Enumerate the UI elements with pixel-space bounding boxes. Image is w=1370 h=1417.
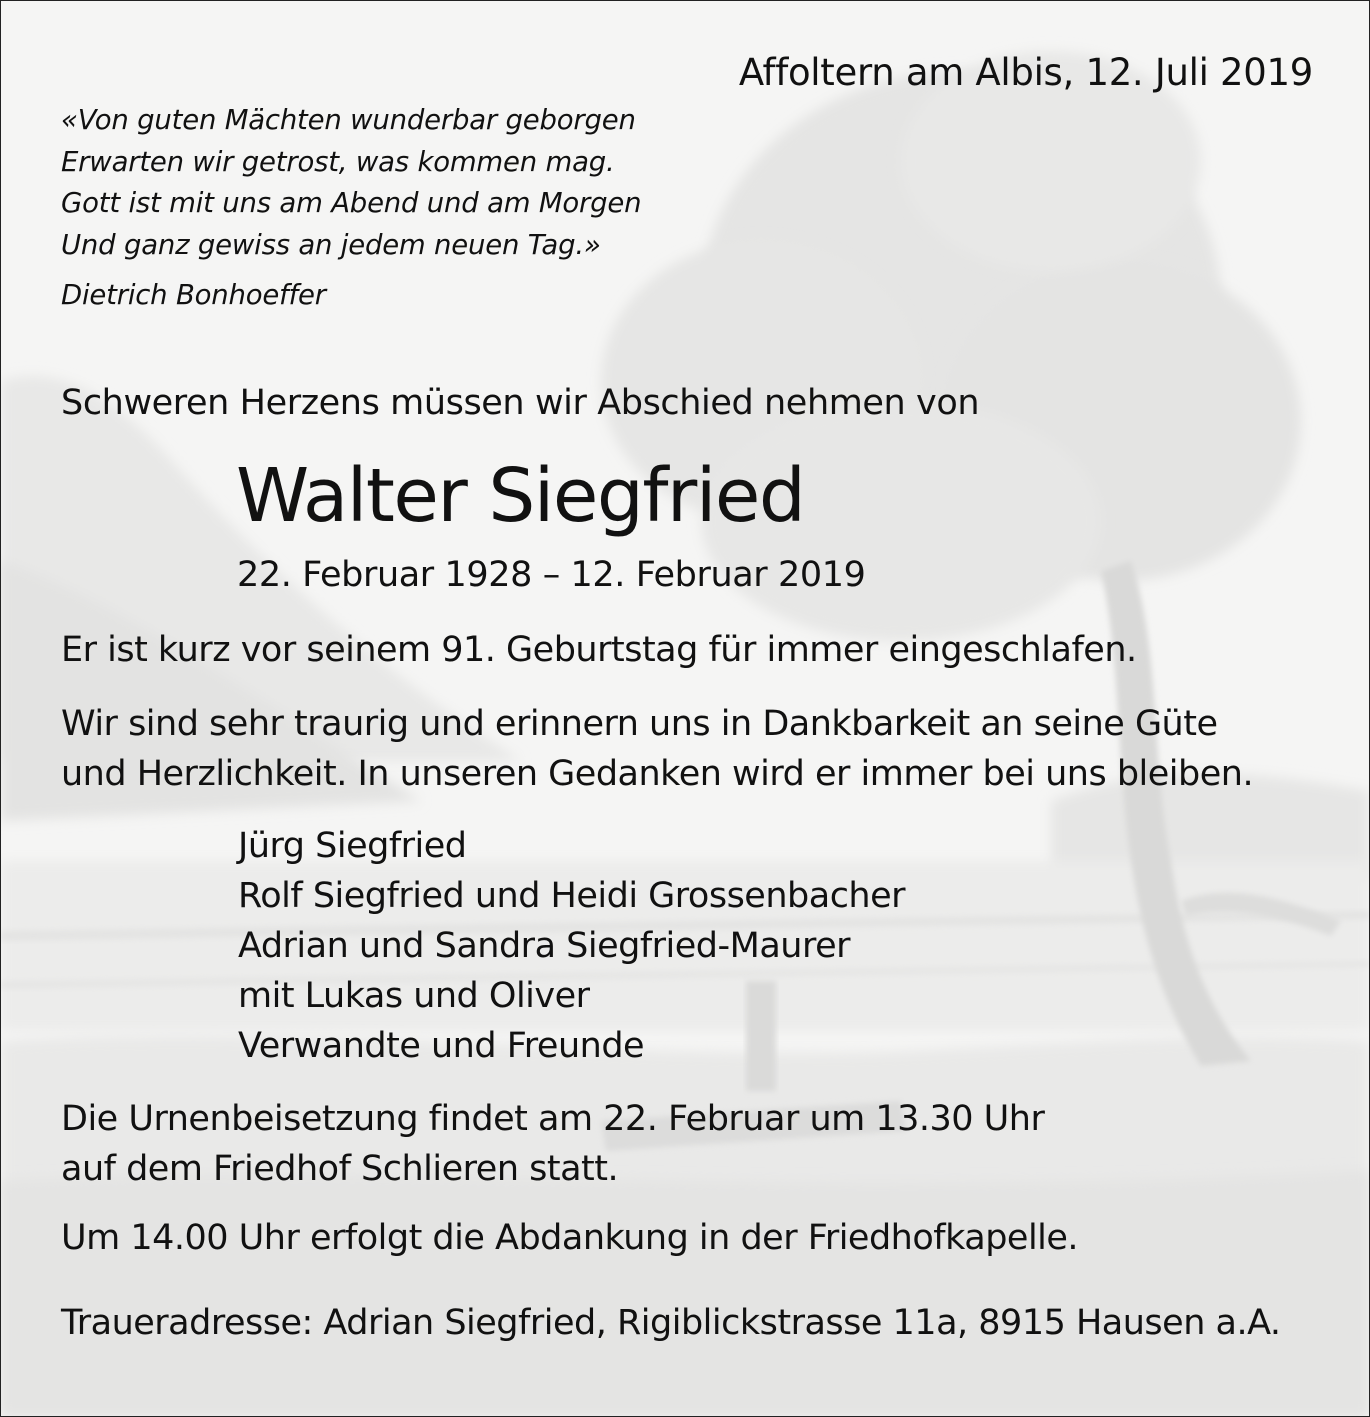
place-date: Affoltern am Albis, 12. Juli 2019 — [738, 51, 1313, 94]
mourners-list — [238, 821, 905, 1071]
quote-line: Erwarten wir getrost, was kommen mag. — [61, 145, 615, 178]
mourner-entry: Rolf Siegfried und Heidi Grossenbacher — [238, 876, 906, 916]
mourner-entry: Adrian und Sandra Siegfried-Maurer — [238, 926, 851, 966]
burial-info — [61, 1094, 1044, 1194]
mourner-entry: Verwandte und Freunde — [238, 1026, 645, 1066]
burial-line: Die Urnenbeisetzung findet am 22. Februar um 13.30 Uhr — [61, 1099, 1045, 1139]
service-info: Um 14.00 Uhr erfolgt die Abdankung in der Friedhofkapelle. — [61, 1218, 1079, 1258]
quote-line: «Von guten Mächten wunderbar geborgen — [61, 104, 636, 136]
mourner-entry: mit Lukas und Oliver — [238, 976, 590, 1016]
quote-author: Dietrich Bonhoeffer — [61, 279, 326, 311]
remembrance-paragraph — [61, 699, 1253, 799]
bonhoeffer-quote — [61, 100, 641, 266]
remembrance-line: Wir sind sehr traurig und erinnern uns in Dankbarkeit an seine Güte — [61, 704, 1218, 744]
remembrance-line: und Herzlichkeit. In unseren Gedanken wird er immer bei uns bleiben. — [61, 754, 1254, 794]
deceased-name: Walter Siegfried — [236, 453, 805, 539]
quote-line: Gott ist mit uns am Abend und am Morgen — [61, 187, 642, 219]
mourner-entry: Jürg Siegfried — [238, 826, 467, 866]
burial-line: auf dem Friedhof Schlieren statt. — [61, 1149, 619, 1189]
quote-line: Und ganz gewiss an jedem neuen Tag.» — [61, 228, 601, 261]
mourning-address: Traueradresse: Adrian Siegfried, Rigiblickstrasse 11a, 8915 Hausen a.A. — [61, 1303, 1281, 1343]
passing-statement: Er ist kurz vor seinem 91. Geburtstag für immer eingeschlafen. — [61, 630, 1137, 670]
lifespan-dates: 22. Februar 1928 – 12. Februar 2019 — [237, 555, 866, 595]
farewell-intro: Schweren Herzens müssen wir Abschied nehmen von — [61, 383, 980, 423]
